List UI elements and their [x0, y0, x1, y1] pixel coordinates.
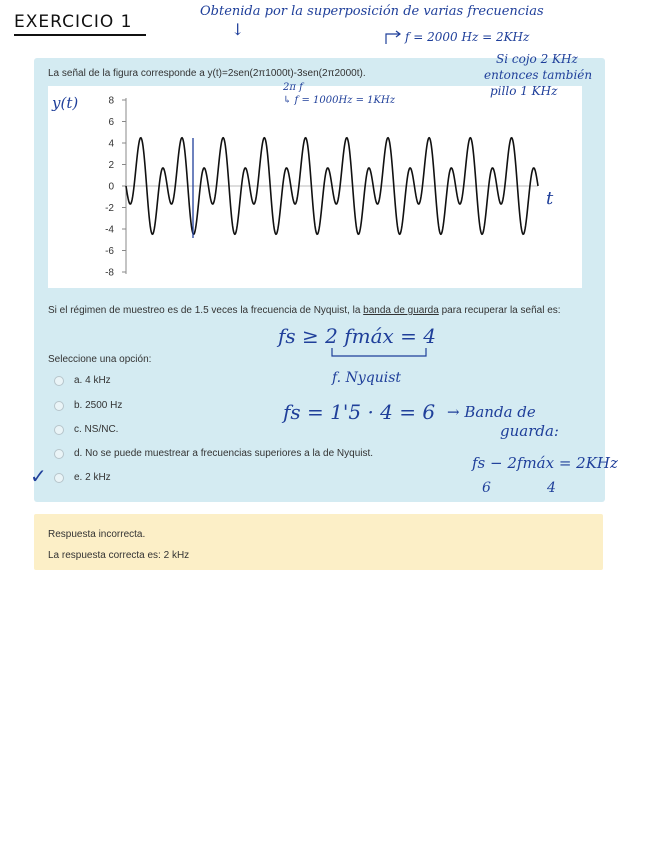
note-guard-2: guarda:	[500, 422, 559, 440]
radio-d[interactable]	[54, 449, 64, 459]
note-f1: ↳ f = 1000Hz = 1KHz	[283, 95, 395, 106]
note-side-2: entonces también	[484, 68, 593, 82]
signal-chart-svg	[48, 86, 582, 288]
y-tick-label: -6	[105, 246, 114, 257]
check-mark-icon: ✓	[30, 464, 47, 488]
option-a-label: a. 4 kHz	[74, 375, 111, 386]
feedback-correct-answer: La respuesta correcta es: 2 kHz	[48, 550, 190, 561]
brace-icon	[330, 346, 430, 360]
arrow-down-icon: ↓	[231, 20, 245, 39]
question-stem	[48, 302, 596, 319]
option-e[interactable]	[54, 472, 111, 483]
feedback-status: Respuesta incorrecta.	[48, 529, 146, 540]
option-a[interactable]	[54, 375, 111, 386]
feedback-box	[34, 514, 603, 570]
note-y-axis: y(t)	[52, 94, 79, 112]
note-side-1: Si cojo 2 KHz	[496, 52, 578, 66]
exercise-title: EXERCICIO 1	[14, 12, 133, 32]
note-guard-eq: fs − 2fmáx = 2KHz	[472, 454, 618, 472]
select-label: Seleccione una opción:	[48, 354, 152, 365]
stem-underlined: banda de guarda	[363, 305, 439, 316]
note-f2: f = 2000 Hz = 2KHz	[405, 30, 530, 44]
option-d-label: d. No se puede muestrear a frecuencias superiores a la de Nyquist.	[74, 448, 374, 459]
stem-part1: Si el régimen de muestreo es de 1.5 veces la frecuencia de Nyquist, la	[48, 305, 364, 316]
note-top: Obtenida por la superposición de varias frecuencias	[200, 4, 544, 19]
option-b[interactable]	[54, 400, 122, 411]
y-tick-label: -8	[105, 267, 114, 279]
y-tick-label: -2	[105, 203, 114, 214]
hook-arrow-icon	[384, 26, 404, 46]
note-nyquist: f. Nyquist	[332, 370, 402, 386]
option-e-label: e. 2 kHz	[74, 472, 111, 483]
note-guard-1: → Banda de	[447, 403, 536, 421]
option-c-label: c. NS/NC.	[74, 424, 119, 435]
stem-part2: para recuperar la señal es:	[438, 305, 561, 316]
note-under-4: 4	[547, 480, 556, 496]
note-fs-eq: fs ≥ 2 fmáx = 4	[278, 324, 436, 348]
note-2pi-f: 2π f	[283, 82, 303, 93]
y-tick-label: 8	[108, 95, 114, 107]
title-underline	[14, 34, 146, 36]
note-fs-calc: fs = 1'5 · 4 = 6	[283, 400, 436, 424]
y-tick-label: 0	[108, 181, 114, 193]
note-t-axis: t	[546, 188, 554, 209]
radio-b[interactable]	[54, 401, 64, 411]
y-tick-label: -4	[105, 224, 114, 236]
radio-e[interactable]	[54, 473, 64, 483]
y-tick-label: 4	[108, 138, 114, 150]
signal-line	[126, 138, 538, 234]
note-under-6: 6	[482, 480, 491, 496]
radio-a[interactable]	[54, 376, 64, 386]
signal-chart	[48, 86, 582, 288]
option-b-label: b. 2500 Hz	[74, 400, 123, 411]
option-d[interactable]	[54, 448, 373, 459]
radio-c[interactable]	[54, 425, 64, 435]
note-side-3: pillo 1 KHz	[490, 84, 558, 98]
question-text: La señal de la figura corresponde a y(t)=2sen(2π1000t)-3sen(2π2000t).	[48, 68, 366, 79]
y-tick-label: 2	[108, 160, 114, 171]
y-tick-label: 6	[108, 117, 114, 128]
option-c[interactable]	[54, 424, 118, 435]
